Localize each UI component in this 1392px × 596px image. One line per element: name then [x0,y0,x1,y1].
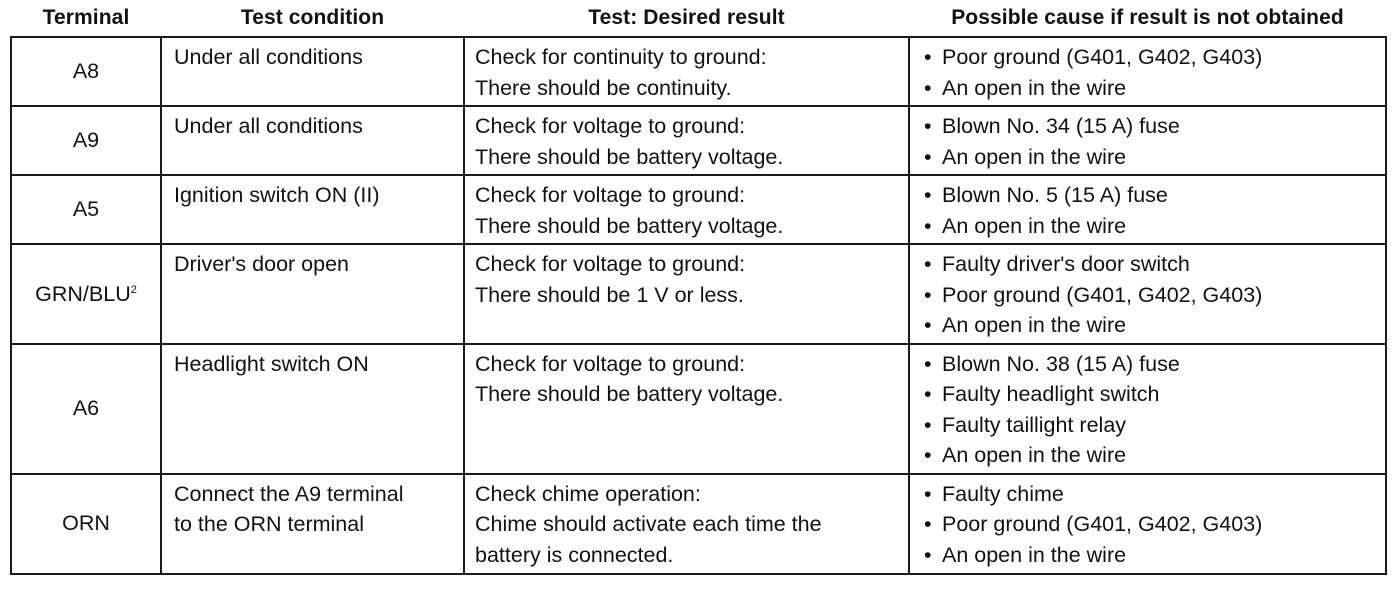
bullet-icon: • [924,542,932,567]
cause-item: • An open in the wire [924,142,1377,173]
bullet-icon: • [924,481,932,506]
cause-item: • An open in the wire [924,310,1377,341]
header-terminal: Terminal [42,6,130,29]
condition-line: Connect the A9 terminal [174,481,404,506]
cause-item: • Blown No. 38 (15 A) fuse [924,349,1377,380]
header-possible-cause: Possible cause if result is not obtained [951,6,1344,29]
causes-cell [909,244,1386,344]
bullet-icon: • [924,45,932,69]
terminal-cell [11,106,161,175]
cause-item: • Faulty driver's door switch [924,249,1377,280]
condition-cell [161,106,464,175]
condition-cell [161,244,464,344]
result-cell [464,474,909,574]
terminal-cell [11,175,161,244]
condition-line: Under all conditions [174,45,363,69]
terminal-label: A5 [72,197,100,222]
bullet-icon: • [924,144,932,169]
cause-item: • Blown No. 5 (15 A) fuse [924,180,1377,211]
condition-line: Under all conditions [174,114,363,138]
terminal-cell [11,37,161,106]
footnote-marker: 2 [130,283,137,296]
bullet-icon: • [924,183,932,207]
bullet-icon: • [924,114,932,138]
condition-line: Ignition switch ON (II) [174,183,380,207]
result-line: Check for voltage to ground: [475,252,746,276]
cause-item: • Poor ground (G401, G402, G403) [924,509,1377,540]
causes-cell [909,175,1386,244]
cause-item: • An open in the wire [924,440,1377,471]
cause-item: • Poor ground (G401, G402, G403) [924,42,1377,73]
result-line: Chime should activate each time the [475,512,822,536]
header-row [11,0,1386,37]
terminal-label: A6 [72,396,100,421]
table-row [11,344,1386,474]
cause-item: • An open in the wire [924,211,1377,242]
result-line: Check for voltage to ground: [475,114,746,138]
table-row [11,106,1386,175]
result-line: Check chime operation: [475,481,701,506]
result-cell [464,344,909,474]
table-row [11,244,1386,344]
result-line: Check for continuity to ground: [475,45,767,69]
cause-item: • Faulty chime [924,479,1377,510]
terminal-cell [11,244,161,344]
bullet-icon: • [924,282,932,307]
bullet-icon: • [924,252,932,276]
bullet-icon: • [924,213,932,238]
table-row [11,175,1386,244]
table-row [11,37,1386,106]
result-line: There should be battery voltage. [475,144,784,169]
result-line: There should be continuity. [475,75,732,100]
result-line: There should be battery voltage. [475,382,784,406]
causes-cell [909,344,1386,474]
terminal-label: ORN [62,511,110,536]
result-line: There should be battery voltage. [475,213,784,238]
bullet-icon: • [924,382,932,406]
table-row [11,474,1386,574]
condition-cell [161,474,464,574]
condition-line: Driver's door open [174,252,349,276]
result-line: battery is connected. [475,542,674,567]
header-desired-result: Test: Desired result [588,6,785,29]
bullet-icon: • [924,412,932,437]
troubleshooting-table [10,0,1387,575]
result-cell [464,175,909,244]
cause-item: • Poor ground (G401, G402, G403) [924,280,1377,311]
cause-item: • Faulty taillight relay [924,410,1377,441]
bullet-icon: • [924,512,932,536]
condition-line: to the ORN terminal [174,512,364,536]
condition-cell [161,344,464,474]
bullet-icon: • [924,313,932,337]
terminal-cell [11,344,161,474]
bullet-icon: • [924,351,932,376]
result-cell [464,244,909,344]
result-line: Check for voltage to ground: [475,351,746,376]
cause-item: • Faulty headlight switch [924,379,1377,410]
cause-item: • An open in the wire [924,73,1377,104]
result-cell [464,106,909,175]
result-line: Check for voltage to ground: [475,183,746,207]
terminal-label: A8 [72,59,100,84]
bullet-icon: • [924,75,932,100]
bullet-icon: • [924,443,932,467]
terminal-label: A9 [72,128,100,153]
header-test-condition: Test condition [240,6,385,29]
condition-cell [161,175,464,244]
result-cell [464,37,909,106]
terminal-cell [11,474,161,574]
causes-cell [909,37,1386,106]
causes-cell [909,106,1386,175]
condition-cell [161,37,464,106]
cause-item: • An open in the wire [924,540,1377,571]
cause-item: • Blown No. 34 (15 A) fuse [924,111,1377,142]
result-line: There should be 1 V or less. [475,282,744,307]
causes-cell [909,474,1386,574]
terminal-label: GRN/BLU [35,281,131,306]
condition-line: Headlight switch ON [174,351,369,376]
